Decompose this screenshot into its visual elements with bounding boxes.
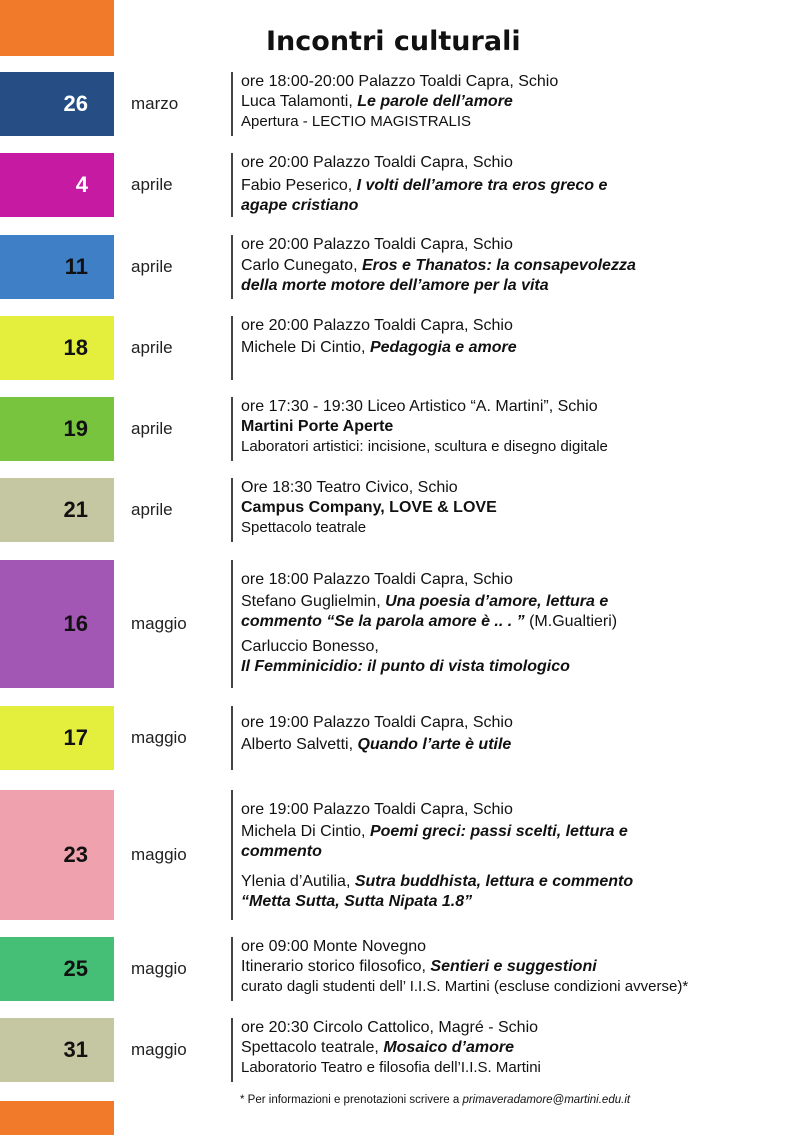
event-day: 16 xyxy=(0,560,114,688)
footer-note xyxy=(240,1094,630,1106)
event-speaker-2: Ylenia d’Autilia, xyxy=(241,873,355,890)
event-note: Laboratorio Teatro e filosofia dell’I.I.S. Martini xyxy=(241,1059,541,1076)
event-speaker: Luca Talamonti, xyxy=(241,93,358,110)
event-topic-2-cont: “Metta Sutta, Sutta Nipata 1.8” xyxy=(241,893,473,910)
event-topic: Poemi greci: passi scelti, lettura e xyxy=(369,823,628,840)
event-info xyxy=(241,713,791,755)
event-time-place: Ore 18:30 Teatro Civico, Schio xyxy=(241,479,458,496)
divider xyxy=(231,478,233,542)
event-topic: Mosaico d’amore xyxy=(383,1039,515,1056)
event-topic: Le parole dell’amore xyxy=(357,93,513,110)
event-row xyxy=(0,153,800,217)
event-speaker: Michela Di Cintio, xyxy=(241,823,370,840)
event-heading: Campus Company, LOVE & LOVE xyxy=(241,499,497,516)
event-speaker: Fabio Peserico, xyxy=(241,177,357,194)
event-info xyxy=(241,397,791,457)
event-topic-cont: commento xyxy=(241,843,322,860)
event-topic-cont: agape cristiano xyxy=(241,197,359,214)
event-info xyxy=(241,937,791,997)
footer-email[interactable]: primaveradamore@martini.edu.it xyxy=(462,1094,631,1106)
event-info xyxy=(241,316,791,358)
event-month: maggio xyxy=(131,614,187,633)
event-topic: Sentieri e suggestioni xyxy=(430,958,597,975)
event-day: 11 xyxy=(0,235,114,299)
event-month: maggio xyxy=(131,959,187,978)
event-time-place: ore 20:30 Circolo Cattolico, Magré - Schio xyxy=(241,1019,539,1036)
event-info xyxy=(241,570,791,677)
event-row xyxy=(0,72,800,136)
event-speaker: Michele Di Cintio, xyxy=(241,339,370,356)
event-time-place: ore 20:00 Palazzo Toaldi Capra, Schio xyxy=(241,317,513,334)
event-month: maggio xyxy=(131,845,187,864)
divider xyxy=(231,1018,233,1082)
event-row xyxy=(0,316,800,380)
event-topic: Pedagogia e amore xyxy=(369,339,517,356)
bottom-accent-bar xyxy=(0,1101,114,1135)
event-topic-cont: della morte motore dell’amore per la vita xyxy=(241,277,549,294)
event-info xyxy=(241,153,791,216)
top-accent-bar xyxy=(0,0,114,56)
event-row xyxy=(0,478,800,542)
event-heading: Martini Porte Aperte xyxy=(241,418,394,435)
event-speaker: Carlo Cunegato, xyxy=(241,257,362,274)
event-time-place: ore 19:00 Palazzo Toaldi Capra, Schio xyxy=(241,801,513,818)
event-month: aprile xyxy=(131,257,173,276)
event-day: 17 xyxy=(0,706,114,770)
event-day: 19 xyxy=(0,397,114,461)
event-speaker-2: Carluccio Bonesso, xyxy=(241,638,379,655)
footer-text: * Per informazioni e prenotazioni scrivere a xyxy=(240,1094,463,1106)
event-speaker: Alberto Salvetti, xyxy=(241,736,358,753)
event-speaker: Stefano Guglielmin, xyxy=(241,593,386,610)
event-topic-2: Il Femminicidio: il punto di vista timologico xyxy=(241,658,570,675)
event-topic: Quando l’arte è utile xyxy=(357,736,512,753)
page-title: Incontri culturali xyxy=(266,26,521,57)
event-day: 18 xyxy=(0,316,114,380)
event-info xyxy=(241,800,791,912)
event-note: Laboratori artistici: incisione, scultura e disegno digitale xyxy=(241,438,608,455)
divider xyxy=(231,235,233,299)
event-info xyxy=(241,1018,791,1078)
event-topic: Eros e Thanatos: la consapevolezza xyxy=(361,257,636,274)
divider xyxy=(231,937,233,1001)
event-time-place: ore 20:00 Palazzo Toaldi Capra, Schio xyxy=(241,236,513,253)
event-month: aprile xyxy=(131,500,173,519)
event-time-place: ore 18:00 Palazzo Toaldi Capra, Schio xyxy=(241,571,513,588)
divider xyxy=(231,316,233,380)
divider xyxy=(231,706,233,770)
event-month: aprile xyxy=(131,338,173,357)
event-note: curato dagli studenti dell’ I.I.S. Martini (escluse condizioni avverse)* xyxy=(241,978,689,995)
event-time-place: ore 19:00 Palazzo Toaldi Capra, Schio xyxy=(241,714,513,731)
event-month: maggio xyxy=(131,728,187,747)
event-speaker: Spettacolo teatrale, xyxy=(241,1039,384,1056)
divider xyxy=(231,790,233,920)
event-row xyxy=(0,706,800,770)
event-month: maggio xyxy=(131,1040,187,1059)
event-info xyxy=(241,72,791,132)
event-note: Spettacolo teatrale xyxy=(241,519,367,536)
event-day: 31 xyxy=(0,1018,114,1082)
event-row xyxy=(0,235,800,299)
divider xyxy=(231,560,233,688)
event-time-place: ore 09:00 Monte Novegno xyxy=(241,938,427,955)
divider xyxy=(231,72,233,136)
event-time-place: ore 17:30 - 19:30 Liceo Artistico “A. Martini”, Schio xyxy=(241,398,598,415)
event-note: Apertura - LECTIO MAGISTRALIS xyxy=(241,113,472,130)
event-topic-cont: commento “Se la parola amore è .. . ” xyxy=(241,613,525,630)
event-topic: Una poesia d’amore, lettura e xyxy=(385,593,609,610)
event-speaker: Itinerario storico filosofico, xyxy=(241,958,431,975)
event-row xyxy=(0,937,800,1001)
event-day: 26 xyxy=(0,72,114,136)
event-time-place: ore 20:00 Palazzo Toaldi Capra, Schio xyxy=(241,154,513,171)
event-day: 4 xyxy=(0,153,114,217)
event-row xyxy=(0,1018,800,1082)
event-time-place: ore 18:00-20:00 Palazzo Toaldi Capra, Schio xyxy=(241,73,559,90)
event-row xyxy=(0,790,800,920)
event-day: 25 xyxy=(0,937,114,1001)
event-topic-2: Sutra buddhista, lettura e commento xyxy=(354,873,634,890)
divider xyxy=(231,153,233,217)
event-topic-suffix: (M.Gualtieri) xyxy=(524,613,618,630)
event-month: aprile xyxy=(131,419,173,438)
event-topic: I volti dell’amore tra eros greco e xyxy=(356,177,608,194)
event-info xyxy=(241,478,791,538)
event-row xyxy=(0,560,800,688)
event-month: marzo xyxy=(131,94,179,113)
event-day: 21 xyxy=(0,478,114,542)
event-info xyxy=(241,235,791,296)
event-row xyxy=(0,397,800,461)
divider xyxy=(231,397,233,461)
event-day: 23 xyxy=(0,790,114,920)
event-month: aprile xyxy=(131,175,173,194)
